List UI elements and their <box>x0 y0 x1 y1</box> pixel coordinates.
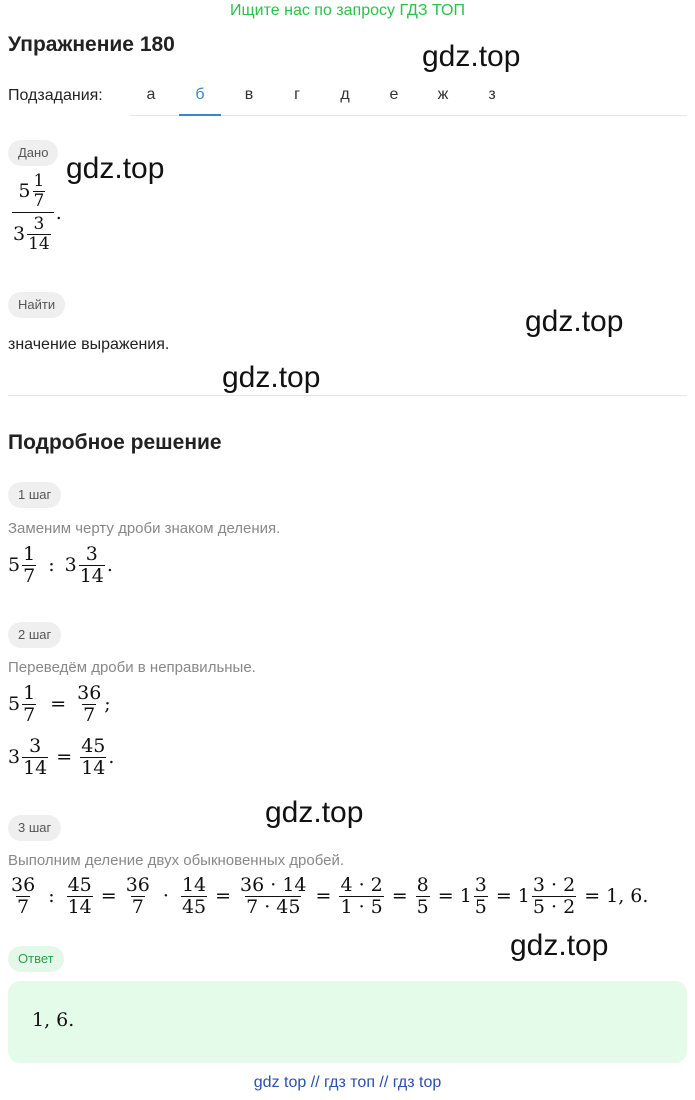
denominator: 7 · 45 <box>246 895 301 918</box>
solution-title: Подробное решение <box>8 431 222 454</box>
answer-box <box>8 981 687 1063</box>
numerator: 45 <box>67 874 92 896</box>
complex-fraction <box>12 172 54 254</box>
tab-v[interactable]: в <box>244 86 254 103</box>
equals-sign: = <box>100 885 117 908</box>
equals-sign: = <box>315 885 332 908</box>
denominator: 5 <box>416 895 429 918</box>
equals-sign: = <box>584 885 601 908</box>
denominator: 14 <box>81 756 106 779</box>
subtasks-label: Подзадания: <box>8 87 103 104</box>
numerator: 36 <box>11 874 36 896</box>
result-value: 1, 6. <box>606 885 649 908</box>
answer-badge: Ответ <box>8 946 64 972</box>
denominator: 7 <box>23 703 36 726</box>
tab-z[interactable]: з <box>488 86 496 103</box>
period: . <box>108 746 115 769</box>
watermark: gdz.top <box>265 796 364 829</box>
footer-links[interactable]: gdz top // гдз топ // гдз top <box>253 1074 442 1091</box>
denominator: 14 <box>67 895 92 918</box>
watermark: gdz.top <box>422 40 521 73</box>
denominator: 5 <box>474 895 487 918</box>
step3-expression <box>8 875 648 918</box>
given-expression <box>10 172 62 254</box>
step2-badge: 2 шаг <box>8 622 61 648</box>
step2-line2 <box>8 736 114 779</box>
given-badge: Дано <box>8 140 58 166</box>
equals-sign: = <box>495 885 512 908</box>
numerator: 3 · 2 <box>532 874 576 896</box>
equals-sign: = <box>391 885 408 908</box>
denominator: 7 <box>83 703 96 726</box>
step3-badge: 3 шаг <box>8 815 61 841</box>
step1-badge: 1 шаг <box>8 482 61 508</box>
multiply-sign: · <box>162 885 169 908</box>
find-text: значение выражения. <box>8 336 170 353</box>
whole-part: 5 <box>8 554 21 577</box>
equals-sign: = <box>50 693 67 716</box>
equals-sign: = <box>437 885 454 908</box>
tab-e[interactable]: е <box>389 86 399 103</box>
division-sign: : <box>48 885 55 908</box>
denominator: 14 <box>28 234 50 255</box>
numerator: 36 <box>77 682 102 704</box>
step2-text: Переведём дроби в неправильные. <box>8 659 256 676</box>
watermark: gdz.top <box>510 929 609 962</box>
whole-part: 1 <box>517 885 530 908</box>
step1-expression <box>8 544 113 587</box>
denominator: 14 <box>23 756 48 779</box>
numerator: 3 <box>33 214 45 235</box>
whole-part: 3 <box>64 554 77 577</box>
tab-d[interactable]: д <box>340 86 350 103</box>
find-badge: Найти <box>8 292 65 318</box>
denominator: 45 <box>181 895 207 918</box>
numerator: 8 <box>416 874 429 896</box>
subtask-tabs <box>130 76 687 116</box>
denominator: 7 <box>17 895 30 918</box>
tab-b[interactable]: б <box>179 76 221 116</box>
denominator: 1 · 5 <box>340 895 383 918</box>
numerator: 1 <box>23 682 36 704</box>
numerator: 36 <box>125 874 150 896</box>
numerator: 1 <box>33 171 45 191</box>
period: . <box>55 201 62 224</box>
numerator: 36 · 14 <box>240 874 307 896</box>
division-sign: : <box>48 554 55 577</box>
whole-part: 5 <box>18 179 31 202</box>
tab-zh[interactable]: ж <box>437 86 449 103</box>
semicolon: ; <box>104 693 111 716</box>
numerator: 14 <box>181 874 207 896</box>
watermark: gdz.top <box>525 305 624 338</box>
whole-part: 3 <box>13 223 26 246</box>
numerator: 3 <box>85 543 98 565</box>
watermark: gdz.top <box>66 152 165 185</box>
tab-g[interactable]: г <box>294 86 300 103</box>
page-title: Упражнение 180 <box>8 33 175 56</box>
step1-text: Заменим черту дроби знаком деления. <box>8 520 281 537</box>
denominator: 7 <box>23 564 36 587</box>
numerator: 3 <box>29 735 42 757</box>
step2-line1 <box>8 683 111 726</box>
watermark: gdz.top <box>222 361 321 394</box>
whole-part: 3 <box>8 746 21 769</box>
tab-a[interactable]: а <box>146 86 156 103</box>
period: . <box>106 554 113 577</box>
promo-banner[interactable]: Ищите нас по запросу ГДЗ ТОП <box>230 2 465 19</box>
numerator: 3 <box>474 874 487 896</box>
answer-value: 1, 6. <box>32 1009 75 1031</box>
denominator: 7 <box>33 190 45 211</box>
denominator: 14 <box>79 564 104 587</box>
equals-sign: = <box>215 885 232 908</box>
denominator: 7 <box>131 895 144 918</box>
numerator: 4 · 2 <box>340 874 383 896</box>
numerator: 45 <box>81 735 106 757</box>
whole-part: 1 <box>459 885 472 908</box>
whole-part: 5 <box>8 693 21 716</box>
numerator: 1 <box>23 543 36 565</box>
step3-text: Выполним деление двух обыкновенных дробей. <box>8 852 345 869</box>
denominator: 5 · 2 <box>532 895 576 918</box>
equals-sign: = <box>56 746 73 769</box>
divider <box>8 395 687 396</box>
